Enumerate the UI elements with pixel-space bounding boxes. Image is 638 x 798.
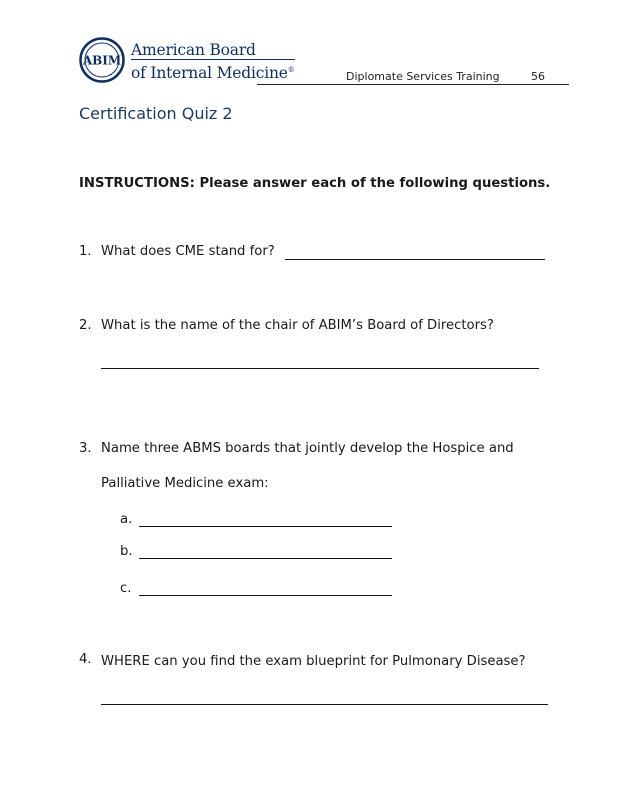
question-1-number: 1. <box>79 244 92 259</box>
question-4-text: WHERE can you find the exam blueprint for Pulmonary Disease? <box>101 654 526 669</box>
question-4-answer-line[interactable] <box>101 704 548 705</box>
question-1-text: What does CME stand for? <box>101 244 275 259</box>
org-name-line2: of Internal Medicine <box>131 64 288 83</box>
question-4-number: 4. <box>79 652 92 667</box>
org-name-line2-wrap <box>131 59 295 82</box>
page-title: Certification Quiz 2 <box>79 104 233 123</box>
page-number: 56 <box>531 70 545 83</box>
instructions: INSTRUCTIONS: Please answer each of the following questions. <box>79 176 551 191</box>
question-2-text: What is the name of the chair of ABIM’s Board of Directors? <box>101 318 494 333</box>
org-name-line1: American Board <box>131 41 256 59</box>
question-3-text-line2: Palliative Medicine exam: <box>101 476 269 491</box>
question-3-item-a-label: a. <box>120 512 133 527</box>
section-label: Diplomate Services Training <box>346 70 500 83</box>
org-name <box>131 41 295 82</box>
question-1-answer-line[interactable] <box>285 259 545 260</box>
question-3-item-b-answer-line[interactable] <box>139 558 392 559</box>
question-3-item-b-label: b. <box>120 544 133 559</box>
question-3-text-line1: Name three ABMS boards that jointly develop the Hospice and <box>101 441 514 456</box>
question-3-item-c-answer-line[interactable] <box>139 595 392 596</box>
question-3-item-c-label: c. <box>120 581 132 596</box>
registered-mark: ® <box>287 66 295 74</box>
question-2-number: 2. <box>79 318 92 333</box>
abim-logo <box>79 37 295 87</box>
abim-seal-icon <box>79 37 125 83</box>
question-3-number: 3. <box>79 441 92 456</box>
header-rule <box>257 84 569 85</box>
question-2-answer-line[interactable] <box>101 368 539 369</box>
question-3-item-a-answer-line[interactable] <box>139 526 392 527</box>
logo-text: ABIM <box>82 53 122 68</box>
